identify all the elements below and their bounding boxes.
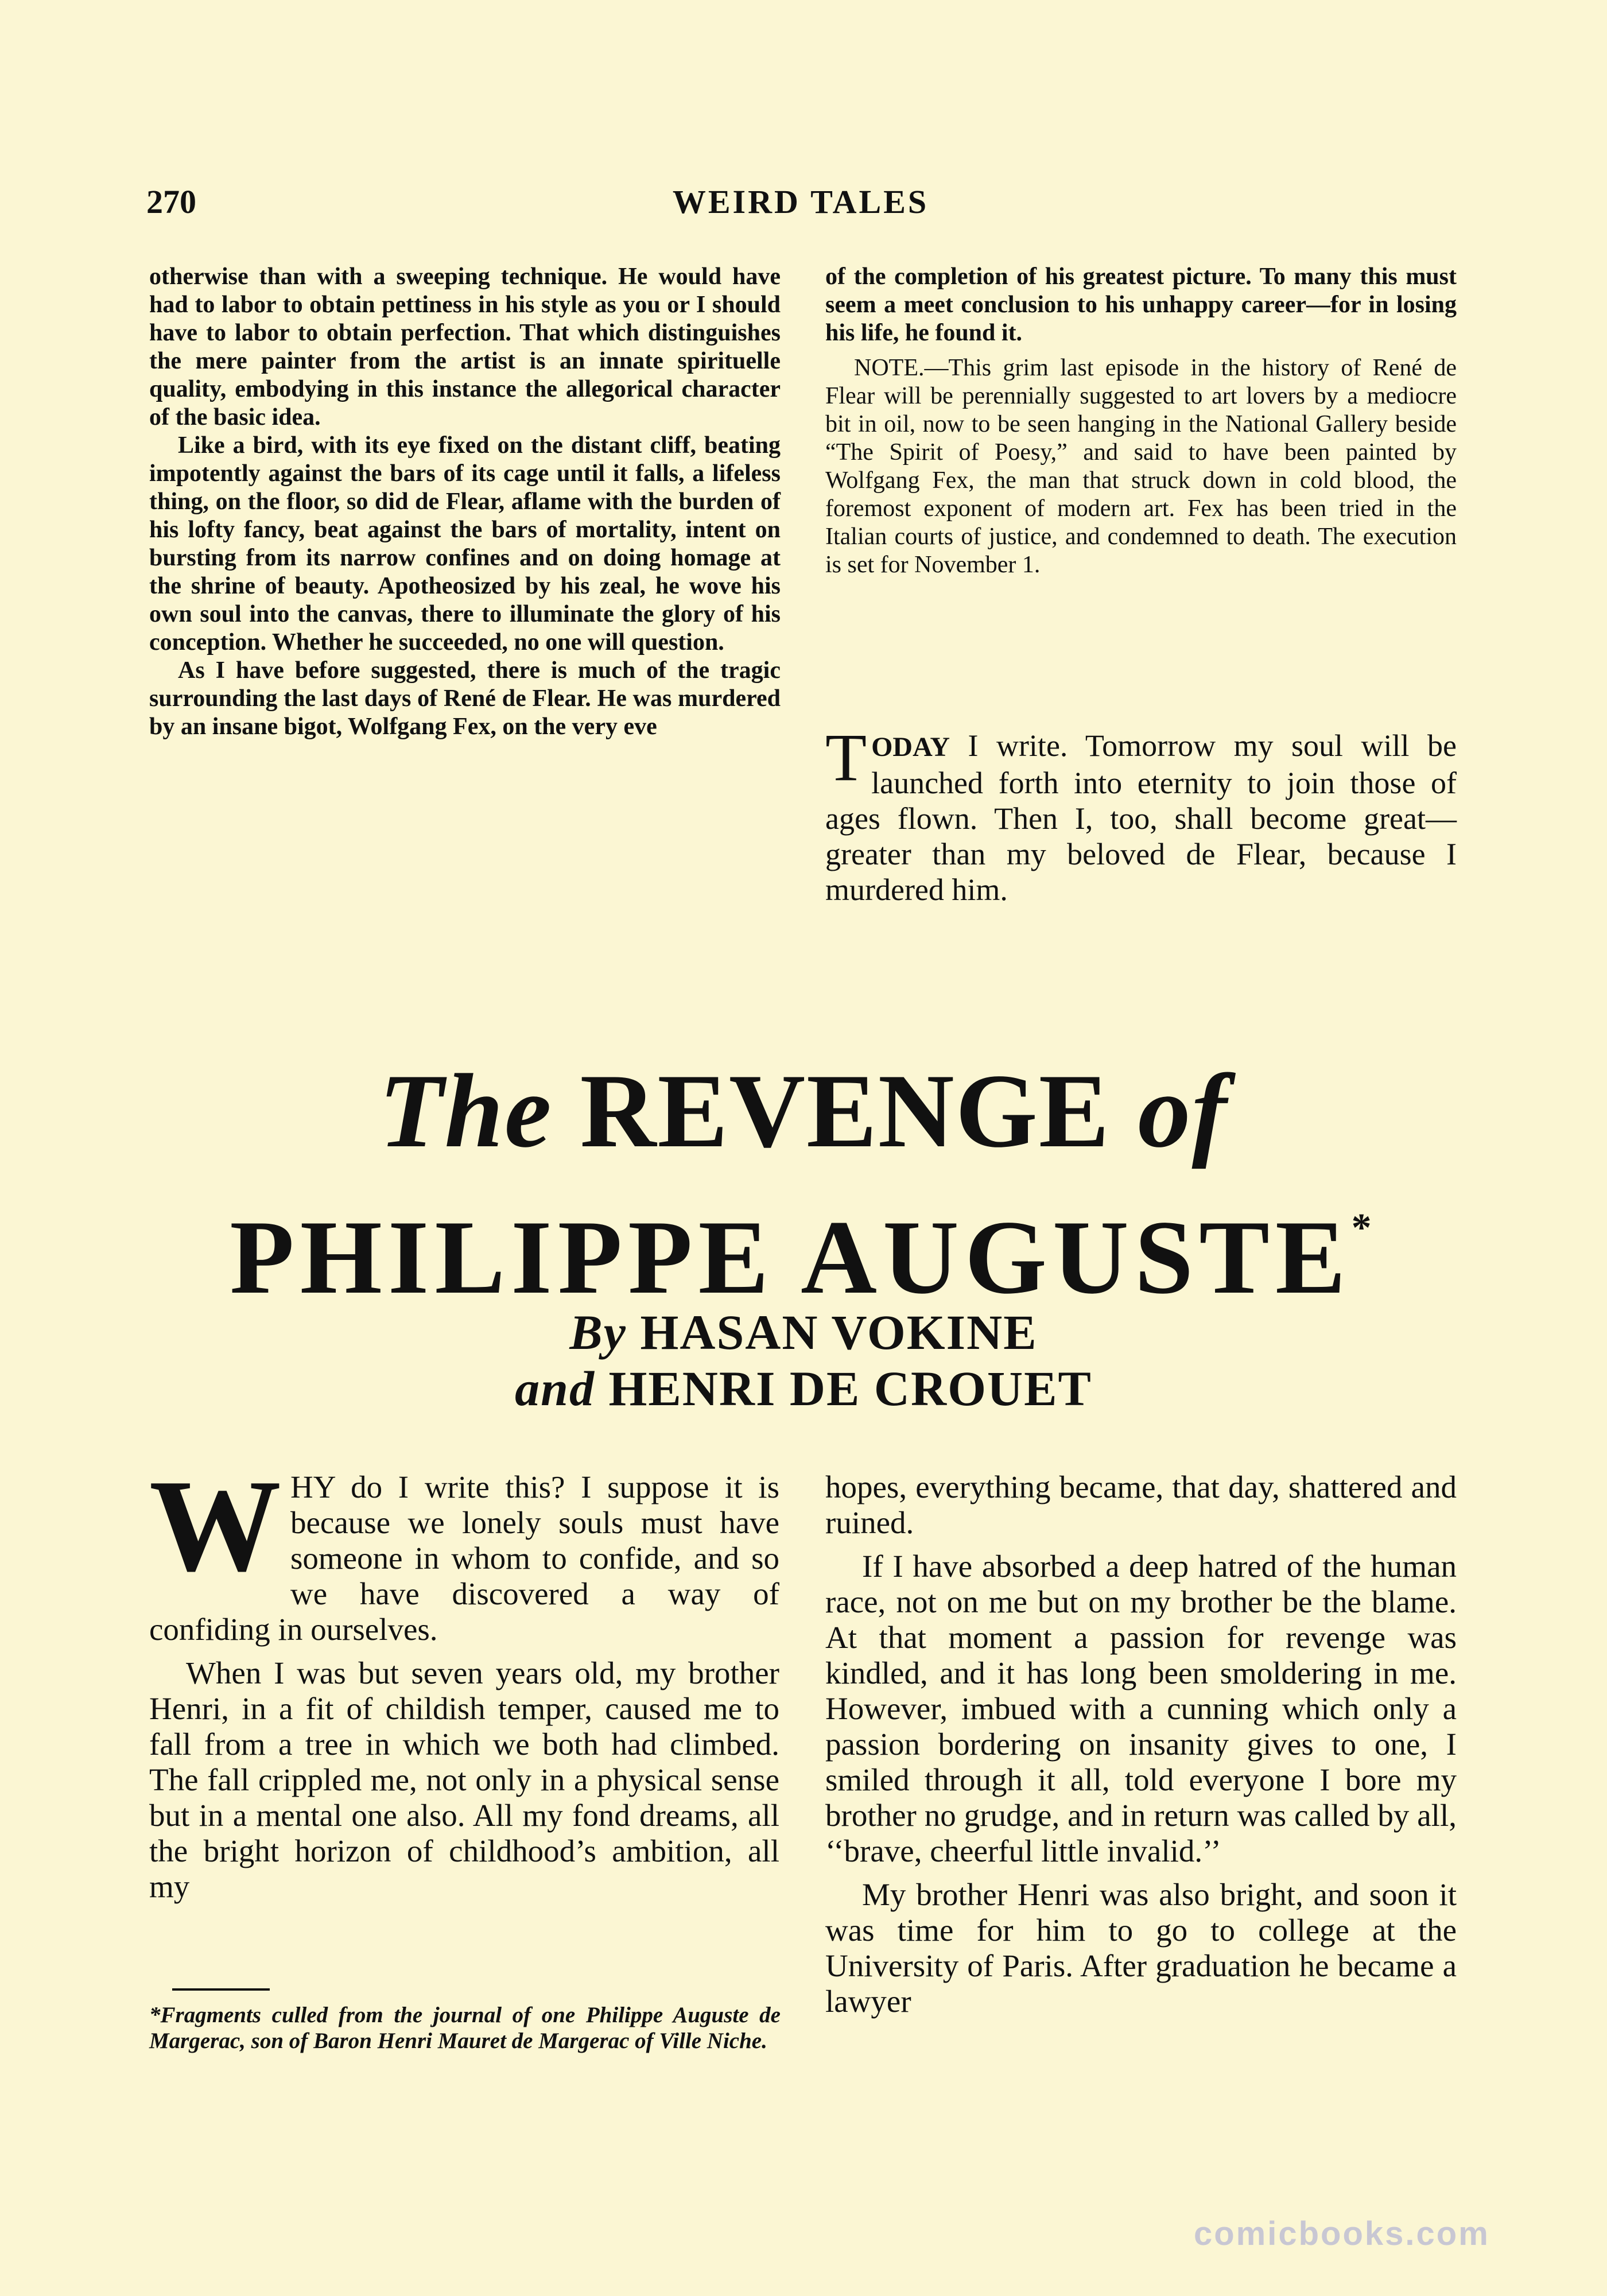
paragraph: My brother Henri was also bright, and soon it was time for him to go to college at the University of Paris. After graduation he became a lawyer — [825, 1877, 1457, 2019]
author-name: HASAN VOKINE — [640, 1305, 1038, 1360]
byline-and: and — [515, 1361, 609, 1416]
editor-note: NOTE.—This grim last episode in the history of René de Flear will be perennially suggested to art lovers by a mediocre bit in oil, now to be seen hanging in the National Gallery beside “The Spirit of Poesy,” and said to have been painted by Wolfgang Fex, the man that struck down in cold blood, the foremost exponent of modern art. Fex has been tried in the Italian courts of justice, and condemned to death. The execution is set for November 1. — [825, 355, 1457, 578]
author-name: HENRI DE CROUET — [608, 1361, 1092, 1416]
opening-text: do I write this? I suppose it is because we lonely souls must have someone in whom to confide, and so we have discovered a way of confiding in ourselves. — [149, 1469, 779, 1647]
title-name: PHILIPPE AUGUSTE — [230, 1199, 1352, 1316]
paragraph: When I was but seven years old, my brother Henri, in a fit of childish temper, caused me to fall from a tree in which we both had climbed. The fall crippled me, not only in a physical sense but in a mental one also. All my fond dreams, all the bright horizon of childhood’s ambition, all my — [149, 1655, 779, 1904]
byline-by: By — [569, 1305, 641, 1360]
story-left-column — [149, 1452, 779, 1913]
opening-caps: HY — [290, 1469, 335, 1504]
footnote-marker: * — [1351, 1206, 1377, 1250]
confession-paragraph — [825, 720, 1457, 907]
byline-line-1 — [344, 1304, 1263, 1360]
page-number: 270 — [146, 183, 196, 220]
title-word-of: of — [1138, 1052, 1228, 1169]
magazine-title: WEIRD TALES — [672, 183, 929, 220]
opening-paragraph — [149, 1452, 779, 1647]
story-title — [115, 1053, 1492, 1317]
paragraph: hopes, everything became, that day, shattered and ruined. — [825, 1469, 1457, 1540]
title-line-2 — [115, 1168, 1492, 1317]
paragraph: Like a bird, with its eye fixed on the distant cliff, beating impotently against the bars of its cage until it falls, a lifeless thing, on the floor, so did de Flear, aflame with the burden of his lofty fancy, beat against the bars of mortality, intent on bursting from its narrow confines and on doing homage at the shrine of beauty. Apotheosized by his zeal, he wove his own soul into the canvas, there to illuminate the glory of his conception. Whether he succeeded, no one will question. — [149, 432, 781, 656]
drop-cap: T — [825, 720, 867, 795]
paragraph: otherwise than with a sweeping technique. He would have had to labor to obtain pettiness in his style as you or I should have to labor to obtain perfection. That which distinguishes the mere painter from the artist is an innate spirituelle quality, embodying in this instance the allegorical character of the basic idea. — [149, 263, 781, 430]
paragraph: of the completion of his greatest picture. To many this must seem a meet conclusion to his unhappy career—for in losing his life, he found it. — [825, 263, 1457, 346]
footnote: *Fragments culled from the journal of one Philippe Auguste de Margerac, son of Baron Henri Mauret de Margerac of Ville Niche. — [149, 2003, 781, 2053]
drop-cap: W — [149, 1452, 281, 1599]
confession-text: I write. Tomorrow my soul will be launched forth into eternity to join those of ages flown. Then I, too, shall become great—greater than my beloved de Flear, because I murdered him. — [825, 728, 1457, 907]
title-line-1 — [115, 1053, 1492, 1168]
previous-story-left-column — [149, 263, 781, 741]
small-caps-word: ODAY — [871, 732, 950, 762]
title-word-the: The — [379, 1052, 580, 1169]
watermark: comicbooks.com — [1194, 2215, 1490, 2252]
title-word-revenge: REVENGE — [580, 1052, 1138, 1169]
paragraph: As I have before suggested, there is much of the tragic surrounding the last days of René de Flear. He was murdered by an insane bigot, Wolfgang Fex, on the very eve — [149, 657, 781, 740]
paragraph: If I have absorbed a deep hatred of the human race, not on me but on my brother be the blame. At that moment a passion for revenge was kindled, and it has long been smoldering in me. However, imbued with a cunning which only a passion bordering on insanity gives to one, I smiled through it all, told everyone I bore my brother no grudge, and in return was called by all, ‘‘brave, cheerful little invalid.’’ — [825, 1549, 1457, 1868]
footnote-rule — [172, 1988, 270, 1991]
previous-story-right-column — [825, 263, 1457, 579]
story-right-column — [825, 1469, 1457, 2027]
byline-line-2 — [344, 1360, 1263, 1417]
running-head — [146, 183, 1455, 228]
byline — [344, 1304, 1263, 1417]
